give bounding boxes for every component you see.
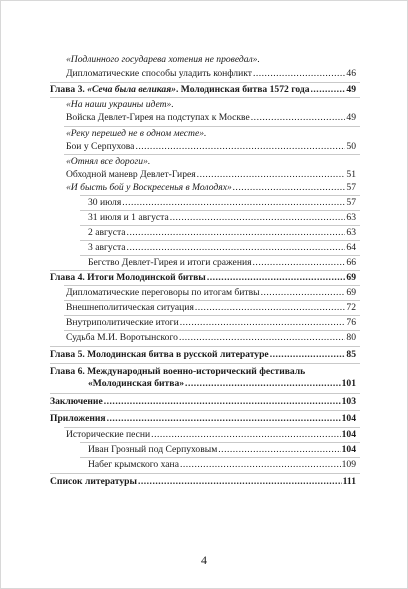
divider — [80, 195, 360, 196]
toc-entry-page: 104 — [341, 444, 356, 455]
divider — [64, 315, 360, 316]
toc-entry-page: 101 — [341, 378, 356, 389]
divider — [50, 97, 360, 98]
toc-entry-title: 31 июля и 1 августа — [88, 212, 169, 223]
toc-entry — [66, 156, 150, 168]
divider — [80, 457, 360, 458]
toc-entry-title: Внутриполитические итоги — [66, 317, 179, 328]
toc-entry-title: Иван Грозный под Серпуховым — [88, 444, 218, 455]
toc-entry-page: 103 — [341, 396, 356, 407]
toc-leader-dots — [122, 197, 345, 209]
toc-entry-page: 66 — [346, 257, 356, 268]
toc-leader-dots — [195, 302, 346, 314]
toc-entry-page: 111 — [342, 476, 356, 487]
toc-entry-title: Войска Девлет-Гирея на подступах к Москве — [66, 112, 250, 123]
toc-leader-dots — [311, 84, 346, 96]
toc-leader-dots — [104, 396, 341, 408]
divider — [64, 330, 360, 331]
toc-entry — [66, 182, 356, 194]
toc-leader-dots — [253, 68, 345, 80]
toc-entry-title: «Молодинская битва» — [88, 378, 185, 389]
toc-leader-dots — [138, 476, 342, 488]
toc-chapter — [50, 413, 356, 425]
divider — [80, 225, 360, 226]
toc-leader-dots — [127, 242, 346, 254]
toc-entry-title: Бои у Серпухова — [66, 141, 135, 152]
divider — [80, 255, 360, 256]
toc-entry — [66, 68, 356, 80]
toc-leader-dots — [107, 413, 341, 425]
toc-entry-page: 46 — [346, 68, 356, 79]
toc-entry-page: 85 — [346, 349, 356, 360]
toc-chapter — [50, 272, 356, 284]
toc-entry — [88, 444, 356, 456]
toc-entry — [88, 257, 356, 269]
toc-entry-page: 51 — [346, 169, 356, 180]
toc-entry-page: 63 — [346, 212, 356, 223]
toc-entry-title: Заключение — [50, 396, 103, 407]
toc-entry-page: 57 — [346, 197, 356, 208]
toc-entry-title: Внешнеполитическая ситуация — [66, 302, 194, 313]
toc-entry-page: 50 — [346, 141, 356, 152]
toc-entry-page: 64 — [346, 242, 356, 253]
toc-entry-title: 2 августа — [88, 227, 126, 238]
toc-entry-title: Глава 5. Молодинская битва в русской литературе — [50, 349, 269, 360]
toc-entry-title: «И бысть бой у Воскресенья в Молодях» — [66, 182, 232, 193]
divider — [50, 363, 360, 364]
toc-entry — [88, 242, 356, 254]
toc-entry-page: 80 — [346, 332, 356, 343]
toc-leader-dots — [270, 349, 346, 361]
toc-chapter — [50, 396, 356, 408]
toc-entry-title: 30 июля — [88, 197, 122, 208]
toc-entry-title: Глава 4. Итоги Молодинской битвы — [50, 272, 206, 283]
toc-entry-title: Приложения — [50, 413, 106, 424]
toc-leader-dots — [207, 272, 346, 284]
page-number: 4 — [201, 553, 207, 567]
divider — [80, 240, 360, 241]
divider — [64, 427, 360, 428]
toc-entry — [66, 287, 356, 299]
toc-entry-page: 69 — [346, 272, 356, 283]
divider — [50, 82, 360, 83]
toc-entry-page: 104 — [341, 413, 356, 424]
toc-leader-dots — [170, 212, 346, 224]
divider — [80, 442, 360, 443]
toc-entry-title: Дипломатические способы уладить конфликт — [66, 68, 252, 79]
toc-entry-title: Набег крымского хана — [88, 459, 179, 470]
toc-entry-title: Исторические песни — [66, 429, 151, 440]
toc-entry-title: Судьба М.И. Воротынского — [66, 332, 178, 343]
toc-entry — [66, 317, 356, 329]
toc-leader-dots — [180, 459, 341, 471]
toc-entry-title: Бегство Девлет-Гирея и итоги сражения — [88, 257, 252, 268]
toc-leader-dots — [218, 444, 340, 456]
toc-entry — [88, 459, 356, 471]
toc-leader-dots — [261, 287, 346, 299]
toc-leader-dots — [151, 429, 340, 441]
toc-leader-dots — [253, 257, 346, 269]
toc-chapter — [50, 366, 305, 378]
toc-entry-page: 109 — [341, 459, 356, 470]
divider — [50, 410, 360, 411]
toc-leader-dots — [179, 332, 345, 344]
toc-chapter-continuation — [88, 378, 356, 390]
divider — [80, 210, 360, 211]
toc-entry — [66, 169, 356, 181]
toc-chapter — [50, 476, 356, 488]
toc-entry-page: 104 — [341, 429, 356, 440]
divider — [64, 154, 360, 155]
toc-entry-title: Список литературы — [50, 476, 137, 487]
toc-entry — [66, 54, 260, 66]
toc-entry-page: 63 — [346, 227, 356, 238]
toc-leader-dots — [197, 169, 346, 181]
divider — [64, 300, 360, 301]
toc-chapter — [50, 84, 356, 96]
toc-entry — [66, 112, 356, 124]
toc-entry-page: 72 — [346, 302, 356, 313]
toc-leader-dots — [180, 317, 346, 329]
toc-entry-page: 69 — [346, 287, 356, 298]
toc-entry-page: 76 — [346, 317, 356, 328]
divider — [64, 285, 360, 286]
toc-entry-title: «Реку перешед не в одном месте». — [66, 128, 207, 139]
toc-entry — [66, 332, 356, 344]
toc-entry-title: Глава 6. Международный военно-исторический фестиваль — [50, 366, 306, 377]
toc-entry-title: Дипломатические переговоры по итогам битвы — [66, 287, 260, 298]
divider — [64, 126, 360, 127]
toc-entry-title: 3 августа — [88, 242, 126, 253]
divider — [50, 346, 360, 347]
toc-entry — [66, 128, 206, 140]
toc-entry — [66, 141, 356, 153]
toc-entry-title: «На наши украины идет». — [66, 99, 174, 110]
toc-entry-page: 57 — [346, 182, 356, 193]
toc-entry-title: «Подлинного государева хотения не проведал». — [66, 54, 260, 65]
toc-leader-dots — [135, 141, 345, 153]
toc-chapter — [50, 349, 356, 361]
toc-entry — [88, 212, 356, 224]
toc-entry-title: Обходной маневр Девлет-Гирея — [66, 169, 196, 180]
toc-leader-dots — [251, 112, 346, 124]
toc-entry — [66, 302, 356, 314]
toc-entry-title: «Отнял все дороги». — [66, 156, 151, 167]
toc-entry — [88, 197, 356, 209]
toc-entry — [66, 429, 356, 441]
toc-entry — [66, 99, 174, 111]
toc-leader-dots — [185, 378, 341, 390]
divider — [50, 270, 360, 271]
toc-entry-title: Глава 3. «Сеча была великая». Молодинская битва 1572 года — [50, 84, 310, 95]
toc-leader-dots — [233, 182, 346, 194]
toc-entry-page: 49 — [346, 112, 356, 123]
toc-entry-page: 49 — [346, 84, 356, 95]
toc-entry — [88, 227, 356, 239]
divider — [50, 473, 360, 474]
toc-leader-dots — [127, 227, 346, 239]
divider — [50, 393, 360, 394]
